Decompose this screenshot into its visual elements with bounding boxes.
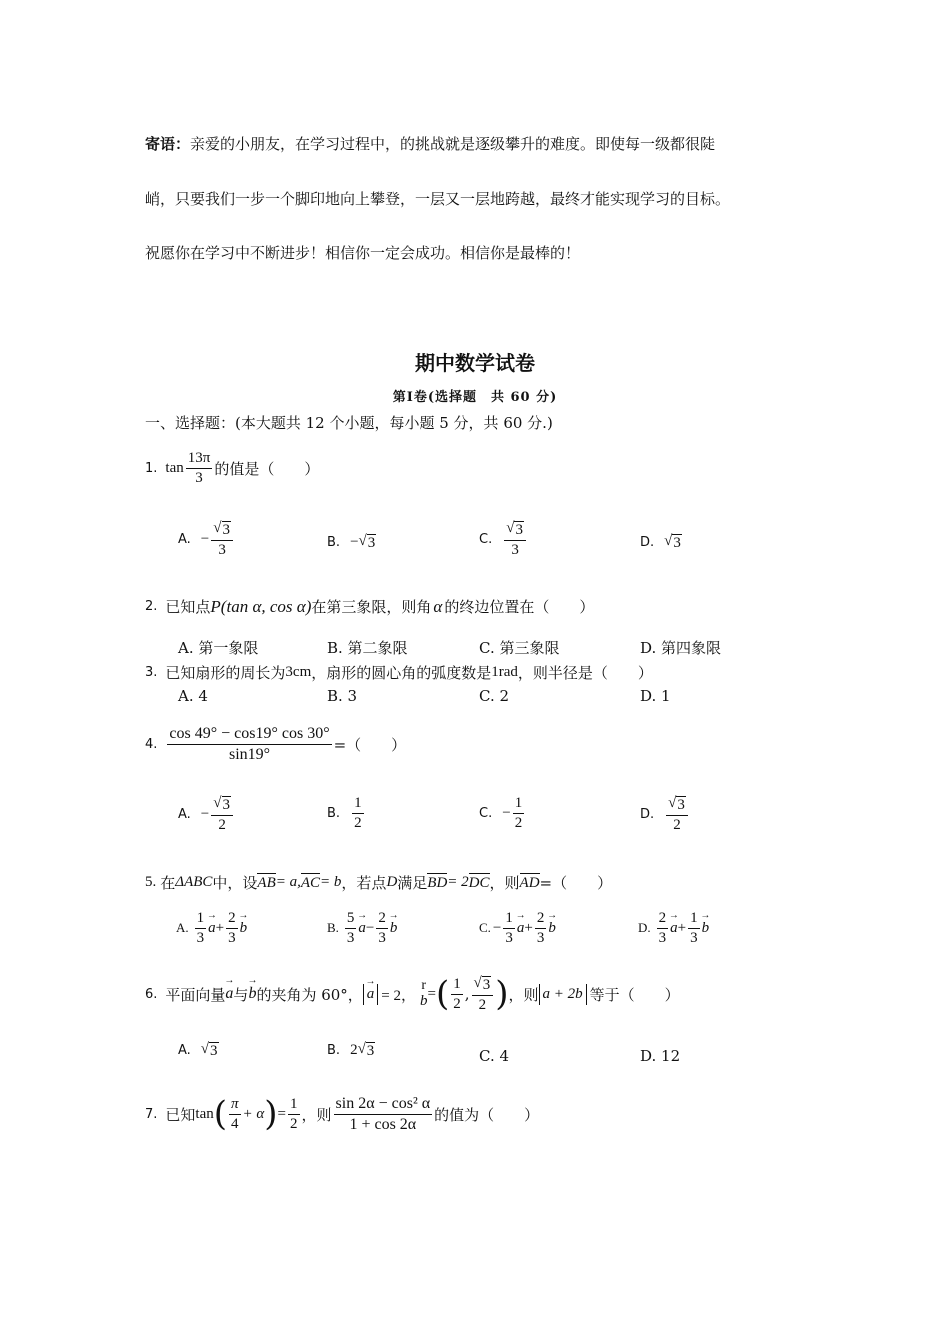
exam-subtitle: 第Ⅰ卷(选择题 共 60 分) <box>392 390 558 405</box>
question-5-options <box>0 910 950 960</box>
q2-option-d[interactable]: D. 第四象限 <box>640 639 722 657</box>
question-3: 3. 已知扇形的周长为 3cm ，扇形的圆心角的弧度数是 1rad ，则半径是（ ） <box>145 664 653 682</box>
q3-option-a[interactable]: A. 4 <box>178 687 208 705</box>
q5-option-b[interactable]: B. $\frac{5}{3}$ → a − $\frac{2}{3}$ → b <box>327 910 397 946</box>
question-6-options <box>0 1042 950 1072</box>
blessing-line-3: 祝愿你在学习中不断进步！相信你一定会成功。相信你是最棒的！ <box>145 244 581 262</box>
question-2: 2. 已知点 P(tan α, cos α) 在第三象限，则角 α 的终边位置在（ ） <box>145 596 595 616</box>
q4-option-c[interactable]: C. − $\frac{1}{2}$ <box>479 795 523 831</box>
exam-title: 期中数学试卷 <box>415 351 535 375</box>
blessing-label: 寄语： <box>145 135 191 153</box>
option-d[interactable]: D. √ 3 <box>640 533 681 551</box>
q6-option-b[interactable]: B. 2 √ 3 <box>327 1041 375 1059</box>
question-4: 4. $\frac{\cos 49^\circ - \cos 19^\circ \cos 30^\circ}{\sin 19^\circ}$ =（ ） <box>145 725 407 763</box>
q6-option-c[interactable]: C. 4 <box>479 1047 510 1065</box>
q3-option-c[interactable]: C. 2 <box>479 687 510 705</box>
blessing-line-1: 寄语：亲爱的小朋友，在学习过程中，的挑战就是逐级攀升的难度。即使每一级都很陡 <box>145 135 716 153</box>
option-a[interactable]: A. − √ 3 3 <box>178 520 235 558</box>
q2-option-c[interactable]: C. 第三象限 <box>479 639 560 657</box>
blessing-line-2: 峭，只要我们一步一个脚印地向上攀登，一层又一层地跨越，最终才能实现学习的目标。 <box>145 190 731 208</box>
fraction: $\frac{13\pi}{3}$ <box>187 450 211 486</box>
q6-option-a[interactable]: A. √ 3 <box>178 1041 218 1059</box>
q6-option-d[interactable]: D. 12 <box>640 1047 681 1065</box>
q4-option-b[interactable]: B. $\frac{1}{2}$ <box>327 795 362 831</box>
question-4-options <box>0 795 950 847</box>
question-1-options <box>0 520 950 570</box>
section-heading: 一、选择题：(本大题共 12 个小题，每小题 5 分，共 60 分.) <box>145 414 553 432</box>
q2-option-a[interactable]: A. 第一象限 <box>178 639 259 657</box>
q4-option-d[interactable]: D. √ 3 2 <box>640 795 690 833</box>
question-5: 5. 在 ΔABC 中，设 AB = a, AC = b ，若点 D 满足 BD = 2 DC ，则 AD =（ ） <box>145 874 613 892</box>
q3-option-d[interactable]: D. 1 <box>640 687 671 705</box>
q4-option-a[interactable]: A. − √ 3 2 <box>178 795 235 833</box>
question-7: 7. 已知 tan ( $\frac{\pi}{4}$ + α ) = $\frac{1}{2}$ ，则 $\frac{\text{sin 2α − cos² α}}{1 + \cos 2\alpha}$ 的值为（ ） <box>145 1094 540 1135</box>
question-1: 1. tan $\frac{13\pi}{3}$ 的值是（ ） <box>145 450 320 486</box>
q5-option-a[interactable]: A. $\frac{1}{3}$ → a + $\frac{2}{3}$ → b <box>176 910 247 946</box>
question-6: 6. 平面向量 → a 与 → b 的夹角为 60°， → a = 2， r b = ( $\frac{1}{2}$ , √ 3 2 ) ，则 a + 2b 等于（ ） <box>145 966 680 1022</box>
q3-option-b[interactable]: B. 3 <box>327 687 358 705</box>
option-c[interactable]: C. √ 3 3 <box>479 520 528 558</box>
q5-option-c[interactable]: C. − $\frac{1}{3}$ → a + $\frac{2}{3}$ → b <box>479 910 556 946</box>
option-b[interactable]: B. − √ 3 <box>327 533 376 551</box>
q2-option-b[interactable]: B. 第二象限 <box>327 639 408 657</box>
q5-option-d[interactable]: D. $\frac{2}{3}$ → a + $\frac{1}{3}$ → b <box>638 910 709 946</box>
